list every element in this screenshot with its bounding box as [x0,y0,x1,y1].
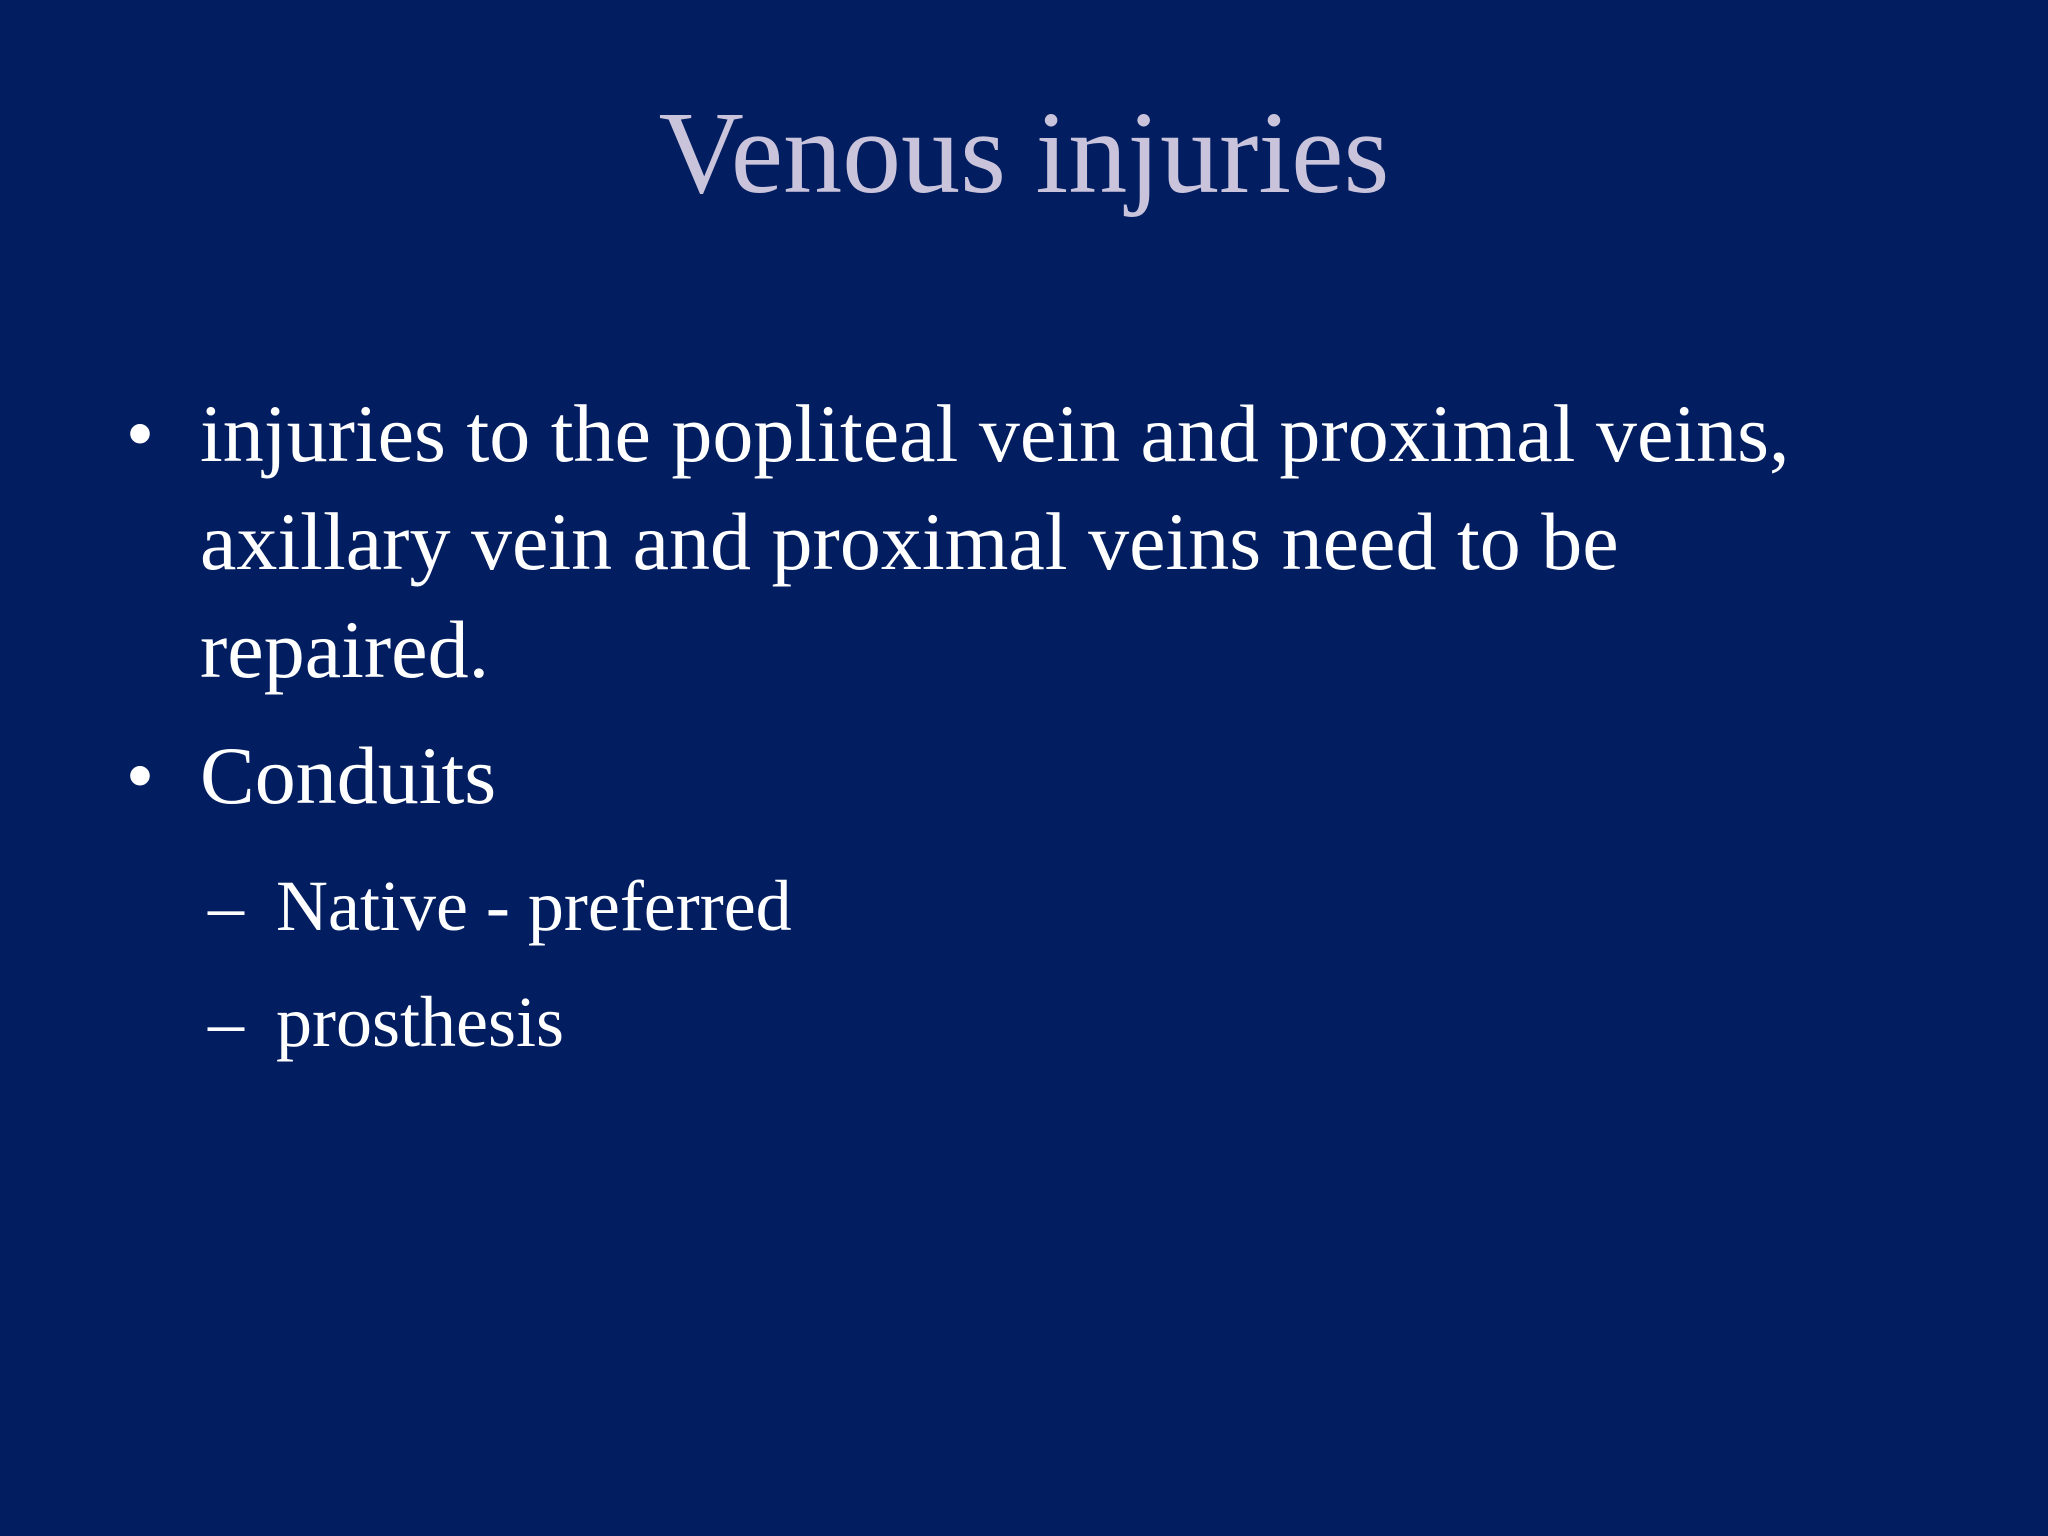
sub-bullet-item [208,964,1920,1080]
bullet-item [120,380,1920,704]
dash-marker: – [208,866,244,946]
sub-bullet-item [208,848,1920,964]
slide-title: Venous injuries [658,87,1390,218]
bullet-list [120,380,1920,1080]
sub-bullet-text: Native - preferred [276,866,792,946]
bullet-text: injuries to the popliteal vein and proximal veins, axillary vein and proximal veins need to be repaired. [200,388,1790,695]
bullet-text: Conduits [200,730,497,821]
bullet-marker: • [125,388,155,479]
bullet-marker: • [125,730,155,821]
sub-bullet-list [200,848,1920,1080]
dash-marker: – [208,982,244,1062]
bullet-item [120,722,1920,1080]
sub-bullet-text: prosthesis [276,982,564,1062]
